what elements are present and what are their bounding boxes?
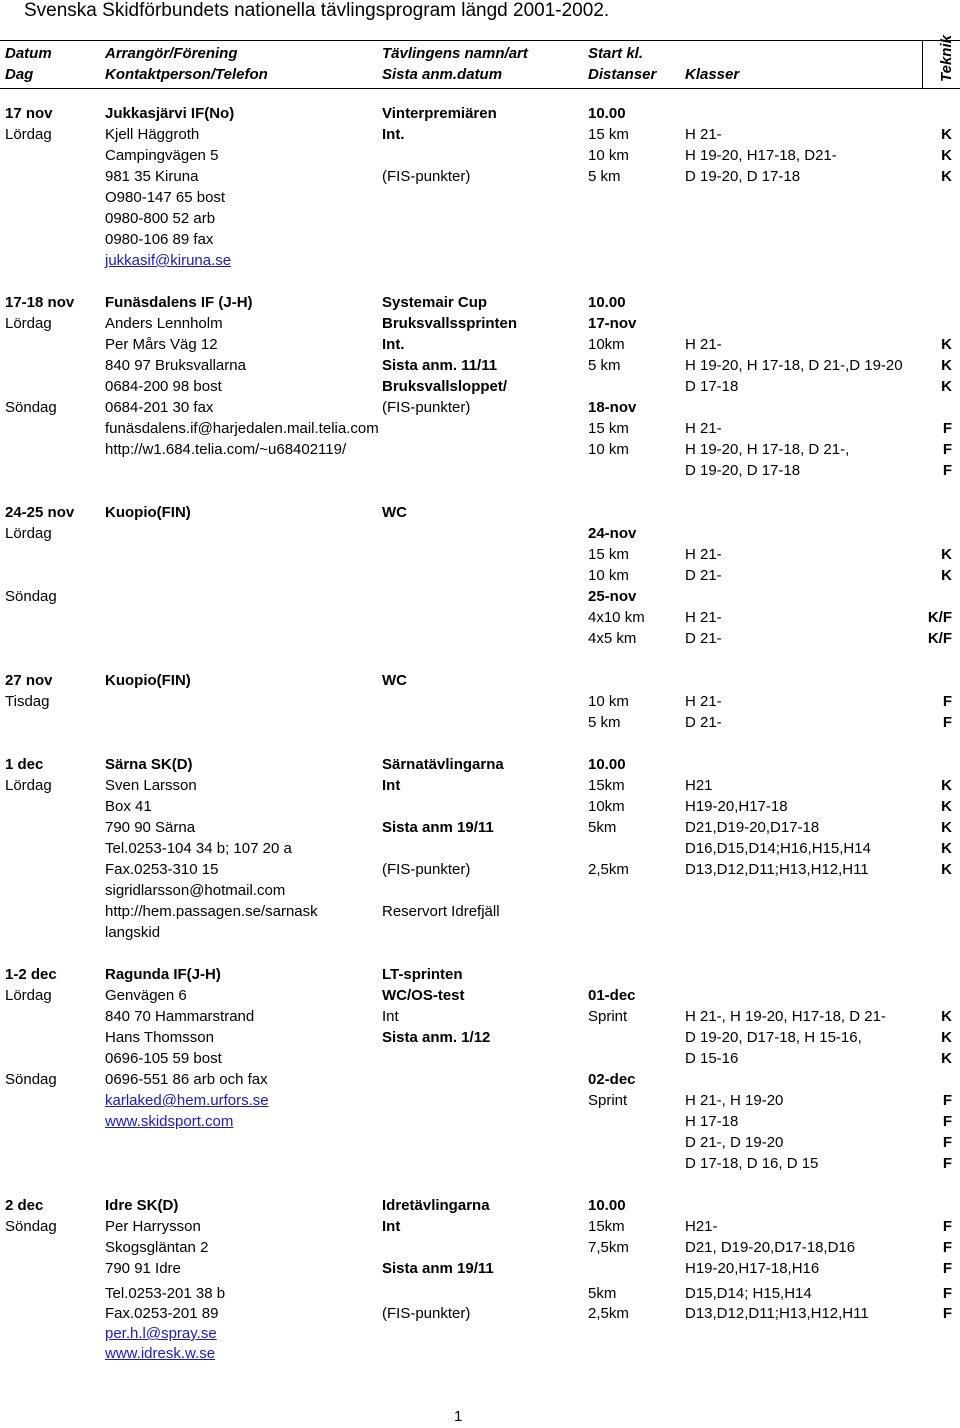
- cell-date: 27 nov: [5, 672, 53, 689]
- table-row: [0, 964, 960, 985]
- cell-classes: D 19-20, D 17-18: [685, 168, 801, 185]
- table-row: [0, 670, 960, 691]
- cell-start-distance: 5 km: [588, 714, 621, 731]
- cell-classes: H19-20,H17-18,H16: [685, 1260, 820, 1277]
- cell-competition: WC: [382, 504, 407, 521]
- table-row: [0, 817, 960, 838]
- header-distanser: Distanser: [588, 66, 657, 83]
- cell-technique: F: [942, 420, 952, 437]
- cell-competition: Bruksvallssprinten: [382, 315, 518, 332]
- cell-date: 1 dec: [5, 756, 44, 773]
- cell-technique: K/F: [927, 609, 952, 626]
- table-row: [0, 607, 960, 628]
- cell-technique: K: [941, 378, 952, 395]
- cell-start-distance: 15km: [588, 1218, 625, 1235]
- cell-start-distance: 15 km: [588, 126, 629, 143]
- cell-start-distance: 01-dec: [588, 987, 636, 1004]
- cell-organizer: Fax.0253-310 15: [105, 861, 219, 878]
- cell-technique: F: [942, 1134, 952, 1151]
- table-row: [0, 1153, 960, 1174]
- header-top-rule: [0, 40, 960, 41]
- cell-classes: D 17-18: [685, 378, 739, 395]
- table-row: [0, 565, 960, 586]
- cell-organizer: Genvägen 6: [105, 987, 187, 1004]
- cell-date: Lördag: [5, 987, 52, 1004]
- table-row: [0, 1006, 960, 1027]
- cell-start-distance: Sprint: [588, 1008, 628, 1025]
- cell-classes: D21,D19-20,D17-18: [685, 819, 820, 836]
- table-row: [0, 754, 960, 775]
- table-row: [0, 1027, 960, 1048]
- table-row: [0, 1258, 960, 1279]
- cell-start-distance: 5km: [588, 1285, 617, 1302]
- header-teknik-cell: [922, 35, 958, 84]
- cell-technique: K: [941, 147, 952, 164]
- cell-technique: K: [941, 819, 952, 836]
- table-row: [0, 985, 960, 1006]
- table-row: [0, 901, 960, 922]
- cell-organizer: Idre SK(D): [105, 1197, 179, 1214]
- header-sista-anm: Sista anm.datum: [382, 66, 503, 83]
- table-row: [0, 355, 960, 376]
- cell-organizer: Per Harrysson: [105, 1218, 201, 1235]
- cell-classes: D 21-: [685, 630, 722, 647]
- cell-classes: D 19-20, D 17-18: [685, 462, 801, 479]
- table-row: [0, 103, 960, 124]
- cell-competition: Sista anm. 11/11: [382, 357, 498, 374]
- table-row: [0, 1237, 960, 1258]
- cell-date: Söndag: [5, 399, 57, 416]
- table-row: [0, 187, 960, 208]
- header-klasser: Klasser: [685, 66, 740, 83]
- cell-technique: F: [942, 1239, 952, 1256]
- table-row: [0, 796, 960, 817]
- cell-date: 17-18 nov: [5, 294, 75, 311]
- cell-classes: D13,D12,D11;H13,H12,H11: [685, 1305, 869, 1322]
- cell-date: Tisdag: [5, 693, 50, 710]
- document-title: Svenska Skidförbundets nationella tävlingsprogram längd 2001-2002.: [24, 0, 610, 21]
- cell-start-distance: 2,5km: [588, 861, 629, 878]
- table-row: [0, 313, 960, 334]
- cell-organizer: O980-147 65 bost: [105, 189, 226, 206]
- cell-classes: H19-20,H17-18: [685, 798, 788, 815]
- cell-classes: H 19-20, H 17-18, D 21-,: [685, 441, 850, 458]
- cell-organizer[interactable]: www.idresk.w.se: [105, 1345, 216, 1362]
- header-kontakt: Kontaktperson/Telefon: [105, 66, 268, 83]
- cell-technique: F: [942, 693, 952, 710]
- cell-classes: D 15-16: [685, 1050, 739, 1067]
- cell-technique: K: [941, 798, 952, 815]
- cell-classes: D 21-, D 19-20: [685, 1134, 784, 1151]
- cell-start-distance: 10.00: [588, 756, 626, 773]
- header-teknik: Teknik: [938, 35, 955, 82]
- table-row: [0, 775, 960, 796]
- cell-classes: D 21-: [685, 567, 722, 584]
- cell-start-distance: 10km: [588, 798, 625, 815]
- table-row: [0, 1216, 960, 1237]
- cell-technique: F: [942, 1260, 952, 1277]
- cell-organizer: Sven Larsson: [105, 777, 197, 794]
- cell-classes: H 21-: [685, 609, 722, 626]
- cell-organizer: 0696-105 59 bost: [105, 1050, 222, 1067]
- header-bottom-rule: [0, 88, 960, 89]
- cell-organizer: 0684-201 30 fax: [105, 399, 214, 416]
- cell-start-distance: 5 km: [588, 168, 621, 185]
- cell-organizer[interactable]: jukkasif@kiruna.se: [105, 252, 232, 269]
- table-row: [0, 418, 960, 439]
- cell-competition: (FIS-punkter): [382, 399, 471, 416]
- cell-start-distance: 15km: [588, 777, 625, 794]
- cell-organizer: langskid: [105, 924, 161, 941]
- cell-organizer: Kuopio(FIN): [105, 504, 191, 521]
- cell-start-distance: 4x10 km: [588, 609, 645, 626]
- cell-date: Lördag: [5, 126, 52, 143]
- cell-technique: F: [942, 1155, 952, 1172]
- cell-technique: F: [942, 1218, 952, 1235]
- table-row: [0, 292, 960, 313]
- cell-organizer: Kuopio(FIN): [105, 672, 191, 689]
- cell-organizer: 0696-551 86 arb och fax: [105, 1071, 268, 1088]
- table-row: [0, 1195, 960, 1216]
- cell-competition: (FIS-punkter): [382, 1305, 471, 1322]
- table-row: [0, 880, 960, 901]
- cell-technique: K: [941, 1050, 952, 1067]
- cell-competition: Sista anm 19/11: [382, 819, 494, 836]
- cell-organizer: 790 90 Särna: [105, 819, 196, 836]
- cell-competition: Int: [382, 777, 401, 794]
- cell-classes: H 21-: [685, 546, 722, 563]
- cell-organizer: 0980-106 89 fax: [105, 231, 214, 248]
- table-row: [0, 586, 960, 607]
- cell-classes: H21: [685, 777, 713, 794]
- cell-date: Lördag: [5, 525, 52, 542]
- cell-competition: LT-sprinten: [382, 966, 463, 983]
- table-row: [0, 1343, 960, 1364]
- cell-technique: K: [941, 840, 952, 857]
- cell-classes: D15,D14; H15,H14: [685, 1285, 812, 1302]
- cell-start-distance: 4x5 km: [588, 630, 637, 647]
- cell-date: 2 dec: [5, 1197, 44, 1214]
- table-row: [0, 250, 960, 271]
- table-row: [0, 1069, 960, 1090]
- table-row: [0, 334, 960, 355]
- cell-start-distance: 15 km: [588, 420, 629, 437]
- cell-technique: F: [942, 714, 952, 731]
- page-number: 1: [454, 1408, 463, 1425]
- cell-start-distance: 10 km: [588, 693, 629, 710]
- table-row: [0, 859, 960, 880]
- table-row: [0, 1303, 960, 1324]
- cell-technique: F: [942, 1285, 952, 1302]
- cell-organizer: 981 35 Kiruna: [105, 168, 199, 185]
- cell-start-distance: 2,5km: [588, 1305, 629, 1322]
- cell-date: Söndag: [5, 588, 57, 605]
- cell-organizer: Per Mårs Väg 12: [105, 336, 218, 353]
- table-row: [0, 145, 960, 166]
- cell-technique: K: [941, 546, 952, 563]
- cell-start-distance: Sprint: [588, 1092, 628, 1109]
- cell-competition: Sista anm 19/11: [382, 1260, 494, 1277]
- cell-organizer: 0684-200 98 bost: [105, 378, 222, 395]
- table-row: [0, 838, 960, 859]
- table-row: [0, 1111, 960, 1132]
- cell-start-distance: 10 km: [588, 567, 629, 584]
- cell-organizer: 0980-800 52 arb: [105, 210, 216, 227]
- cell-start-distance: 10 km: [588, 147, 629, 164]
- cell-organizer: Tel.0253-104 34 b; 107 20 a: [105, 840, 292, 857]
- cell-start-distance: 17-nov: [588, 315, 637, 332]
- cell-technique: K: [941, 861, 952, 878]
- cell-competition: Idretävlingarna: [382, 1197, 490, 1214]
- cell-start-distance: 25-nov: [588, 588, 637, 605]
- table-row: [0, 1048, 960, 1069]
- cell-organizer[interactable]: www.skidsport.com: [105, 1113, 234, 1130]
- table-row: [0, 376, 960, 397]
- cell-organizer: Tel.0253-201 38 b: [105, 1285, 226, 1302]
- cell-organizer: Jukkasjärvi IF(No): [105, 105, 235, 122]
- cell-competition: Int.: [382, 126, 405, 143]
- table-row: [0, 208, 960, 229]
- header-tavling: Tävlingens namn/art: [382, 45, 528, 62]
- cell-technique: K: [941, 336, 952, 353]
- cell-competition: Systemair Cup: [382, 294, 488, 311]
- cell-technique: K: [941, 126, 952, 143]
- cell-competition: Bruksvallsloppet/: [382, 378, 508, 395]
- cell-classes: H21-: [685, 1218, 718, 1235]
- cell-technique: F: [942, 441, 952, 458]
- cell-date: 24-25 nov: [5, 504, 75, 521]
- cell-organizer: Skogsgläntan 2: [105, 1239, 209, 1256]
- cell-classes: D 17-18, D 16, D 15: [685, 1155, 819, 1172]
- cell-date: Lördag: [5, 777, 52, 794]
- cell-start-distance: 5 km: [588, 357, 621, 374]
- cell-organizer: funäsdalens.if@harjedalen.mail.telia.com: [105, 420, 379, 437]
- table-row: [0, 1132, 960, 1153]
- cell-competition: Int: [382, 1218, 401, 1235]
- cell-organizer: Hans Thomsson: [105, 1029, 214, 1046]
- cell-date: 1-2 dec: [5, 966, 57, 983]
- cell-organizer: 790 91 Idre: [105, 1260, 181, 1277]
- cell-competition: WC/OS-test: [382, 987, 465, 1004]
- cell-technique: K: [941, 1008, 952, 1025]
- cell-organizer: Ragunda IF(J-H): [105, 966, 221, 983]
- table-row: [0, 229, 960, 250]
- cell-technique: K: [941, 1029, 952, 1046]
- cell-organizer: Särna SK(D): [105, 756, 193, 773]
- cell-organizer: http://w1.684.telia.com/~u68402119/: [105, 441, 347, 458]
- cell-start-distance: 15 km: [588, 546, 629, 563]
- cell-organizer: sigridlarsson@hotmail.com: [105, 882, 286, 899]
- cell-classes: H 19-20, H 17-18, D 21-,D 19-20: [685, 357, 903, 374]
- table-row: [0, 544, 960, 565]
- cell-competition: Sista anm. 1/12: [382, 1029, 491, 1046]
- cell-competition: WC: [382, 672, 407, 689]
- table-row: [0, 628, 960, 649]
- cell-date: Lördag: [5, 315, 52, 332]
- cell-technique: K/F: [927, 630, 952, 647]
- cell-classes: H 17-18: [685, 1113, 739, 1130]
- teknik-divider: [922, 40, 923, 88]
- table-row: [0, 460, 960, 481]
- table-row: [0, 691, 960, 712]
- cell-competition: Int.: [382, 336, 405, 353]
- header-start: Start kl.: [588, 45, 644, 62]
- cell-date: Söndag: [5, 1218, 57, 1235]
- cell-organizer: Fax.0253-201 89: [105, 1305, 219, 1322]
- table-row: [0, 166, 960, 187]
- cell-competition: Särnatävlingarna: [382, 756, 504, 773]
- cell-competition: (FIS-punkter): [382, 861, 471, 878]
- cell-classes: D16,D15,D14;H16,H15,H14: [685, 840, 871, 857]
- cell-classes: H 21-, H 19-20, H17-18, D 21-: [685, 1008, 886, 1025]
- cell-organizer: Box 41: [105, 798, 152, 815]
- cell-technique: F: [942, 1305, 952, 1322]
- table-row: [0, 523, 960, 544]
- cell-classes: H 21-: [685, 336, 722, 353]
- cell-technique: F: [942, 1113, 952, 1130]
- cell-classes: H 21-, H 19-20: [685, 1092, 784, 1109]
- cell-start-distance: 10.00: [588, 1197, 626, 1214]
- cell-start-distance: 10 km: [588, 441, 629, 458]
- table-row: [0, 397, 960, 418]
- cell-classes: H 21-: [685, 420, 722, 437]
- cell-technique: K: [941, 357, 952, 374]
- cell-start-distance: 7,5km: [588, 1239, 629, 1256]
- table-row: [0, 124, 960, 145]
- cell-organizer: Anders Lennholm: [105, 315, 223, 332]
- cell-classes: H 21-: [685, 693, 722, 710]
- cell-start-distance: 02-dec: [588, 1071, 636, 1088]
- cell-competition: Int: [382, 1008, 399, 1025]
- header-arrangor: Arrangör/Förening: [105, 45, 238, 62]
- cell-classes: D 19-20, D17-18, H 15-16,: [685, 1029, 862, 1046]
- cell-date: 17 nov: [5, 105, 53, 122]
- table-row: [0, 712, 960, 733]
- cell-classes: D 21-: [685, 714, 722, 731]
- cell-start-distance: 18-nov: [588, 399, 637, 416]
- cell-organizer: Kjell Häggroth: [105, 126, 200, 143]
- table-row: [0, 1323, 960, 1344]
- cell-organizer: http://hem.passagen.se/sarnask: [105, 903, 318, 920]
- cell-technique: K: [941, 777, 952, 794]
- cell-technique: K: [941, 567, 952, 584]
- table-row: [0, 1090, 960, 1111]
- cell-competition: Vinterpremiären: [382, 105, 497, 122]
- table-row: [0, 1283, 960, 1304]
- cell-competition: Reservort Idrefjäll: [382, 903, 500, 920]
- cell-start-distance: 10km: [588, 336, 625, 353]
- cell-classes: H 19-20, H17-18, D21-: [685, 147, 837, 164]
- cell-organizer: 840 70 Hammarstrand: [105, 1008, 255, 1025]
- cell-organizer: Campingvägen 5: [105, 147, 219, 164]
- table-row: [0, 922, 960, 943]
- cell-technique: F: [942, 462, 952, 479]
- cell-classes: H 21-: [685, 126, 722, 143]
- cell-organizer[interactable]: karlaked@hem.urfors.se: [105, 1092, 269, 1109]
- cell-classes: D21, D19-20,D17-18,D16: [685, 1239, 856, 1256]
- table-row: [0, 502, 960, 523]
- header-dag: Dag: [5, 66, 34, 83]
- cell-organizer: Funäsdalens IF (J-H): [105, 294, 253, 311]
- cell-start-distance: 24-nov: [588, 525, 637, 542]
- cell-start-distance: 5km: [588, 819, 617, 836]
- cell-start-distance: 10.00: [588, 294, 626, 311]
- cell-competition: (FIS-punkter): [382, 168, 471, 185]
- cell-organizer: 840 97 Bruksvallarna: [105, 357, 246, 374]
- cell-organizer[interactable]: per.h.l@spray.se: [105, 1325, 217, 1342]
- cell-technique: K: [941, 168, 952, 185]
- cell-date: Söndag: [5, 1071, 57, 1088]
- header-datum: Datum: [5, 45, 52, 62]
- cell-technique: F: [942, 1092, 952, 1109]
- table-row: [0, 439, 960, 460]
- cell-start-distance: 10.00: [588, 105, 626, 122]
- cell-classes: D13,D12,D11;H13,H12,H11: [685, 861, 869, 878]
